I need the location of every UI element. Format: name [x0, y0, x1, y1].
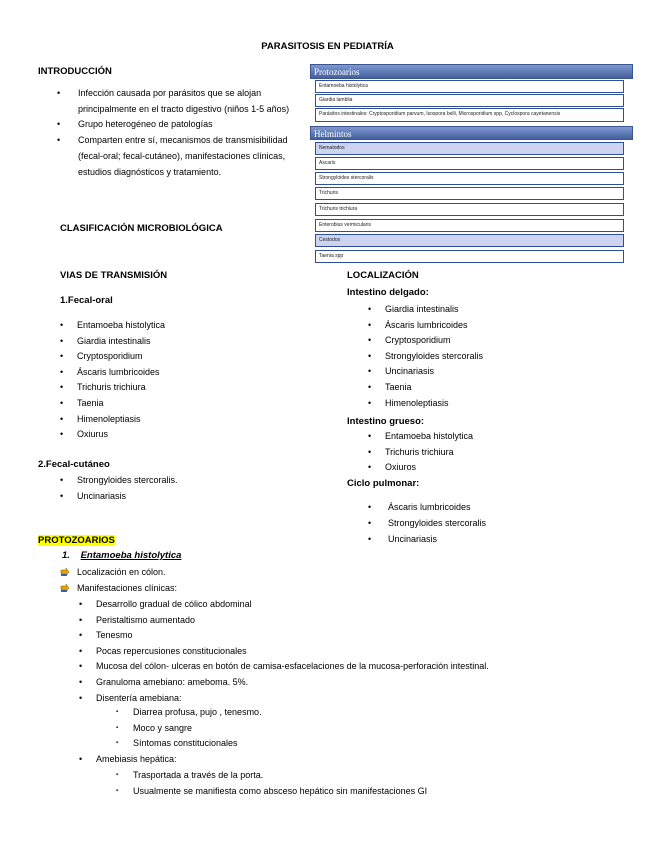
diagram-box: Ascaris [315, 157, 624, 170]
fecal-oral-heading: 1.Fecal-oral [60, 295, 113, 306]
bullet: • [368, 350, 372, 361]
list-item: • Infección causada por parásitos que se alojan principalmente en el tracto digestivo (niños 1-5 años) [57, 88, 290, 114]
bullet: • [368, 335, 372, 346]
bullet: • [368, 382, 372, 392]
grueso-heading: Intestino grueso: [347, 416, 425, 427]
protozoarios-bar: Protozoarios [310, 64, 633, 79]
bullet: • [368, 397, 372, 408]
entamoeba-heading: 1. Entamoeba histolytica [62, 550, 182, 561]
bullet: ▪ [116, 788, 119, 794]
diagram-box: Nematodos [315, 142, 624, 155]
bullet: • [368, 518, 372, 528]
diagram-box: Giardia lamblia [315, 94, 624, 107]
protozoarios-heading: PROTOZOARIOS [38, 535, 115, 546]
bullet: • [60, 429, 64, 440]
bullet: • [60, 366, 64, 377]
list-item: • Grupo heterogéneo de patologías [57, 119, 213, 130]
diagram-box: Cestodos [315, 234, 624, 247]
bullet: • [79, 692, 83, 703]
bullet: • [79, 599, 83, 609]
localizacion-heading: LOCALIZACIÓN [347, 270, 419, 281]
bullet: ▪ [116, 740, 119, 746]
bullet: • [60, 491, 64, 501]
fecal-cutaneo-heading: 2.Fecal-cutáneo [38, 459, 110, 470]
bullet: • [79, 645, 83, 656]
bullet: • [60, 335, 64, 346]
diagram-box: Parásitos intestinales: Cryptosporidium parvum, Isospora belli, Microsporidium spp, Cyclospora cayetanensis [315, 108, 624, 122]
bullet: ▪ [116, 724, 119, 731]
bullet: • [368, 462, 372, 472]
bullet: ▪ [116, 772, 119, 778]
bullet: • [368, 366, 372, 377]
bullet: • [368, 502, 372, 512]
bullet: • [368, 319, 372, 330]
bullet: • [368, 446, 372, 457]
bullet: • [79, 630, 83, 641]
diagram-box: Strongyloides stercoralis [315, 172, 624, 185]
diagram-box: Enterobius vermicularis [315, 219, 624, 232]
list-item: • Comparten entre sí, mecanismos de transmisibilidad (fecal-oral; fecal-cutáneo), manifestaciones clínicas, estudios diagnósticos y tratamiento. [57, 135, 288, 177]
bullet: • [60, 398, 64, 408]
bullet: • [60, 413, 64, 424]
vias-heading: VIAS DE TRANSMISIÓN [60, 270, 168, 281]
delgado-heading: Intestino delgado: [347, 287, 429, 298]
helmintos-bar: Helmintos [310, 126, 633, 140]
bullet: • [368, 431, 372, 441]
bullet: • [60, 475, 64, 485]
diagram-box: Taenia spp [315, 250, 624, 263]
bullet: • [368, 304, 372, 314]
diagram-box: Trichuris trichiura [315, 203, 624, 216]
intro-list [57, 86, 310, 180]
clasificacion-heading: CLASIFICACIÓN MICROBIOLÓGICA [60, 223, 223, 234]
bullet: • [60, 320, 64, 330]
pulmonar-heading: Ciclo pulmonar: [347, 478, 420, 489]
bullet: • [60, 351, 64, 362]
page-title: PARASITOSIS EN PEDIATRÍA [261, 41, 394, 52]
intro-heading: INTRODUCCIÓN [38, 66, 112, 77]
bullet: • [79, 614, 83, 625]
bullet: • [60, 382, 64, 393]
diagram-box: Trichuris [315, 187, 624, 200]
bullet: • [368, 534, 372, 544]
arrow-bullet-icon [60, 567, 70, 577]
bullet: • [79, 677, 83, 687]
arrow-bullet-icon [60, 583, 70, 593]
diagram-box: Entamoeba histolytica [315, 80, 624, 93]
bullet: ▪ [116, 709, 119, 715]
bullet: • [79, 661, 83, 672]
